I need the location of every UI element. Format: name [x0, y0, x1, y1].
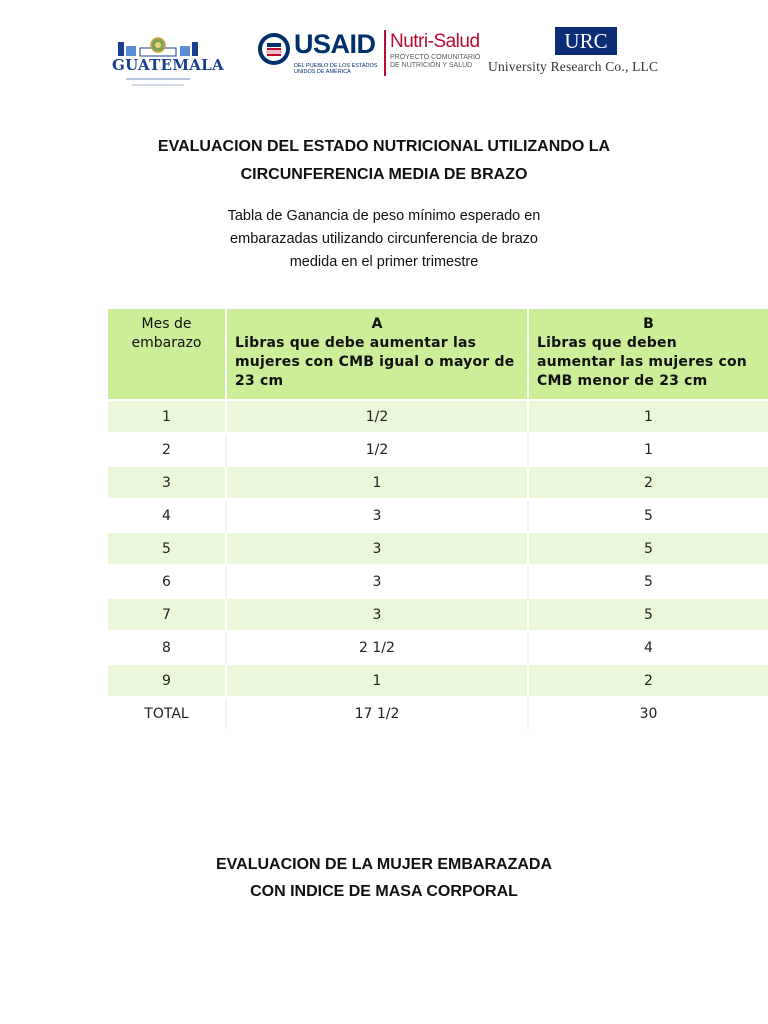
cell-b: 1	[528, 400, 768, 433]
urc-logo	[488, 27, 688, 77]
section-title-line-1: EVALUACION DE LA MUJER EMBARAZADA	[216, 856, 552, 873]
table-caption-line-3: medida en el primer trimestre	[289, 254, 479, 270]
cell-a: 3	[226, 499, 528, 532]
cell-a: 3	[226, 598, 528, 631]
cell-b: 5	[528, 565, 768, 598]
guatemala-subline	[126, 78, 190, 80]
guatemala-name: GUATEMALA	[112, 56, 224, 74]
page-title-line-2: CIRCUNFERENCIA MEDIA DE BRAZO	[240, 166, 528, 183]
cell-a: 1/2	[226, 433, 528, 466]
page-title	[100, 133, 668, 189]
header-a-letter: A	[371, 316, 383, 332]
cell-a: 3	[226, 532, 528, 565]
section-title	[100, 851, 668, 905]
cell-b: 5	[528, 532, 768, 565]
cell-b: 4	[528, 631, 768, 664]
guatemala-subline-2	[132, 84, 184, 86]
logo-divider	[384, 30, 386, 76]
cell-b: 5	[528, 598, 768, 631]
cell-mes: 1	[108, 400, 226, 433]
header-b-letter: B	[643, 316, 654, 332]
cell-a: 1	[226, 466, 528, 499]
urc-name: University Research Co., LLC	[488, 59, 659, 74]
cell-a: 3	[226, 565, 528, 598]
cell-b: 2	[528, 466, 768, 499]
cell-mes: 2	[108, 433, 226, 466]
table-row	[108, 664, 768, 697]
cell-b: 1	[528, 433, 768, 466]
table-header-row	[108, 309, 768, 400]
header-a	[226, 309, 528, 400]
page-title-line-1: EVALUACION DEL ESTADO NUTRICIONAL UTILIZANDO LA	[157, 138, 611, 155]
cell-b: 2	[528, 664, 768, 697]
table-row	[108, 466, 768, 499]
table-caption	[150, 205, 618, 274]
cell-a: 1/2	[226, 400, 528, 433]
nutri-salud-logo	[390, 32, 486, 80]
table-row	[108, 631, 768, 664]
nutri-salud-tagline: PROYECTO COMUNITARIO DE NUTRICIÓN Y SALUD	[390, 54, 481, 69]
table-row	[108, 499, 768, 532]
cell-mes: 4	[108, 499, 226, 532]
cell-mes: 9	[108, 664, 226, 697]
cell-a: 2 1/2	[226, 631, 528, 664]
usaid-seal-icon	[256, 27, 292, 77]
cell-mes: 3	[108, 466, 226, 499]
cell-mes: TOTAL	[108, 697, 226, 729]
guatemala-coat-of-arms-icon	[116, 36, 200, 58]
guatemala-logo	[112, 26, 224, 92]
urc-box: URC	[555, 27, 617, 55]
header-mes: Mes de embarazo	[108, 309, 226, 400]
usaid-logo	[256, 27, 382, 79]
section-title-line-2: CON INDICE DE MASA CORPORAL	[250, 883, 518, 900]
header-b	[528, 309, 768, 400]
cell-a: 1	[226, 664, 528, 697]
table-caption-line-1: Tabla de Ganancia de peso mínimo esperado en	[227, 208, 541, 224]
table-row	[108, 565, 768, 598]
cell-a: 17 1/2	[226, 697, 528, 729]
table-row	[108, 400, 768, 433]
header-b-text: Libras que deben aumentar las mujeres con CMB menor de 23 cm	[537, 335, 747, 389]
usaid-wordmark: USAID	[294, 29, 376, 59]
cell-b: 30	[528, 697, 768, 729]
table-row-total	[108, 697, 768, 729]
table-caption-line-2: embarazadas utilizando circunferencia de brazo	[230, 231, 538, 247]
cell-mes: 8	[108, 631, 226, 664]
usaid-tagline: DEL PUEBLO DE LOS ESTADOS UNIDOS DE AMÉRICA	[294, 63, 378, 75]
table-row	[108, 433, 768, 466]
table-row	[108, 532, 768, 565]
weight-gain-table	[108, 309, 768, 729]
cell-mes: 7	[108, 598, 226, 631]
nutri-salud-name: Nutri-Salud	[390, 31, 480, 52]
header-a-text: Libras que debe aumentar las mujeres con CMB igual o mayor de 23 cm	[235, 335, 515, 389]
cell-mes: 5	[108, 532, 226, 565]
table-row	[108, 598, 768, 631]
cell-b: 5	[528, 499, 768, 532]
cell-mes: 6	[108, 565, 226, 598]
